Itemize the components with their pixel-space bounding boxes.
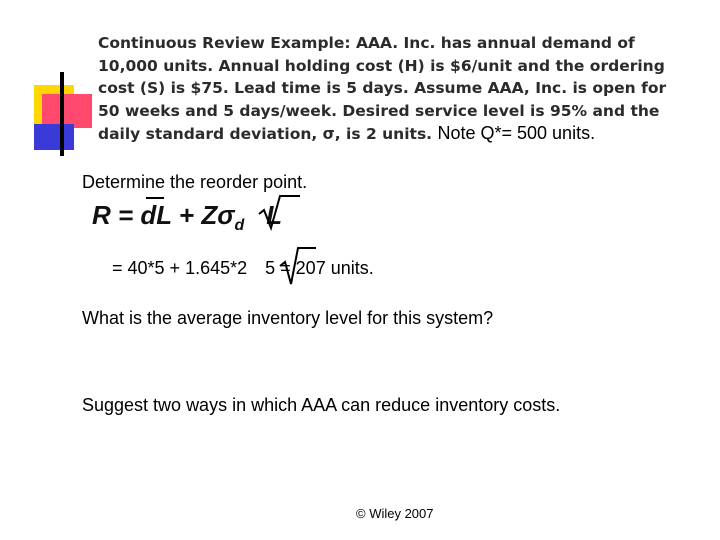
formula-sqrt-term: L — [266, 200, 283, 230]
formula-lhs: R = dL + Zσ — [92, 200, 235, 230]
formula-sqrt-sign — [259, 196, 300, 228]
formula-subscript: d — [234, 217, 245, 235]
calc-left: = 40*5 + 1.645*2 — [112, 258, 248, 278]
calc-right: = 207 units. — [280, 258, 374, 278]
calc-sqrt-term: 5 — [265, 258, 276, 278]
question-average-inventory: What is the average inventory level for this system? — [82, 308, 494, 328]
problem-text: Continuous Review Example: AAA. Inc. has annual demand of 10,000 units. Annual holding cost (H) is $6/unit and the ordering cost (S) is $75. Lead time is 5 days. Assume AAA, Inc. is open for 50 weeks and 5 days/week. Desired service level is 95% and the daily standard deviation, σ, is 2 units. — [98, 34, 667, 143]
copyright-footer: © Wiley 2007 — [356, 506, 434, 521]
note-q-star: Note Q*= 500 units. — [437, 123, 596, 143]
calc-sqrt-sign — [280, 248, 316, 284]
question-reduce-costs: Suggest two ways in which AAA can reduce inventory costs. — [82, 395, 561, 415]
question-reorder: Determine the reorder point. — [82, 172, 308, 192]
